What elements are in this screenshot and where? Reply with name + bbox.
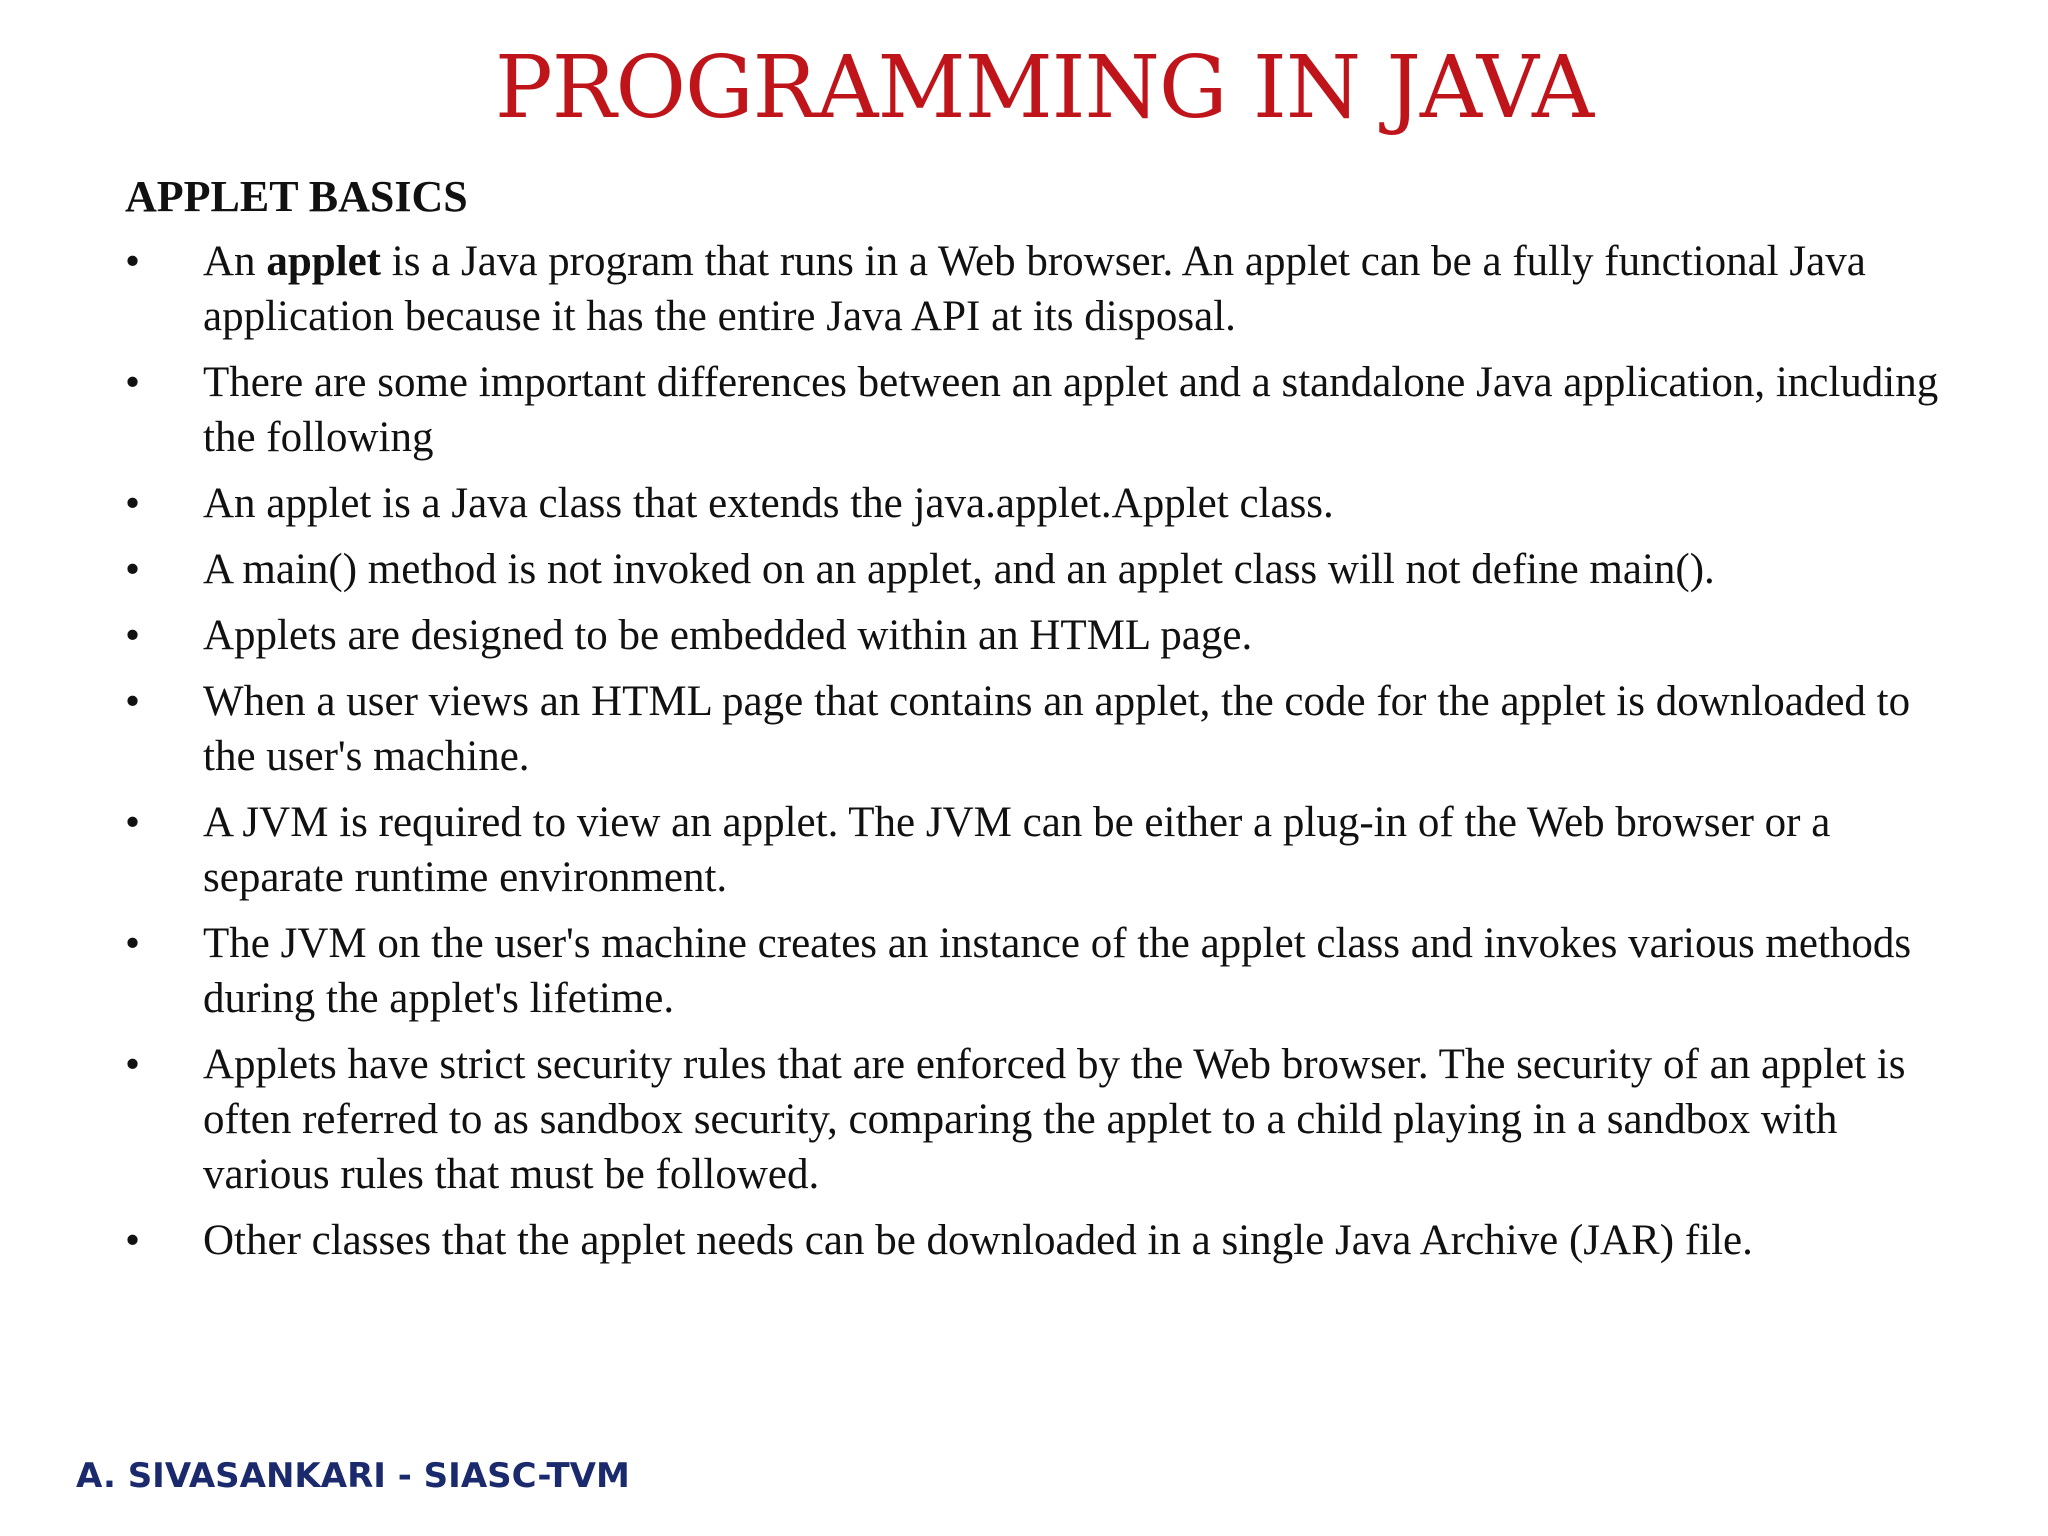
bullet-text-part: There are some important differences between an applet and a standalone Java application, including the following xyxy=(203,359,1939,461)
bullet-text-part: is a Java program that runs in a Web browser. An applet can be a fully functional Java application because it has the entire Java API at its disposal. xyxy=(203,238,1866,340)
bullet-text xyxy=(203,476,1945,531)
bullet-text-part: A JVM is required to view an applet. The JVM can be either a plug-in of the Web browser or a separate runtime environment. xyxy=(203,799,1831,901)
footer-author: A. SIVASANKARI - SIASC-TVM xyxy=(76,1456,630,1496)
bullet-icon: • xyxy=(125,238,141,285)
bullet-text xyxy=(203,916,1945,1026)
bullet-text-part: Other classes that the applet needs can be downloaded in a single Java Archive (JAR) file. xyxy=(203,1217,1753,1264)
list-item xyxy=(125,476,1945,531)
bullet-icon: • xyxy=(125,480,141,527)
bullet-icon: • xyxy=(125,1041,141,1088)
bullet-text-part: A main() method is not invoked on an applet, and an applet class will not define main(). xyxy=(203,546,1715,593)
bullet-list xyxy=(125,234,1945,1279)
section-heading: APPLET BASICS xyxy=(125,172,468,221)
bullet-icon: • xyxy=(125,612,141,659)
bullet-icon: • xyxy=(125,359,141,406)
list-item xyxy=(125,542,1945,597)
bullet-text-part: When a user views an HTML page that contains an applet, the code for the applet is downloaded to the user's machine. xyxy=(203,678,1911,780)
bullet-icon: • xyxy=(125,678,141,725)
list-item xyxy=(125,916,1945,1026)
bullet-icon: • xyxy=(125,799,141,846)
bullet-text-part: Applets have strict security rules that are enforced by the Web browser. The security of an applet is often referred to as sandbox security, comparing the applet to a child playing in a sandbox with various rules that must be followed. xyxy=(203,1041,1906,1198)
bullet-text-part: Applets are designed to be embedded within an HTML page. xyxy=(203,612,1253,659)
bullet-text xyxy=(203,1037,1945,1202)
bullet-icon: • xyxy=(125,546,141,593)
bullet-text-part: The JVM on the user's machine creates an instance of the applet class and invokes various methods during the applet's lifetime. xyxy=(203,920,1912,1022)
bullet-icon: • xyxy=(125,920,141,967)
bullet-text xyxy=(203,234,1945,344)
bullet-text xyxy=(203,542,1945,597)
list-item xyxy=(125,234,1945,344)
bullet-text xyxy=(203,795,1945,905)
bullet-text xyxy=(203,608,1945,663)
list-item xyxy=(125,608,1945,663)
list-item xyxy=(125,674,1945,784)
bullet-text-part: An xyxy=(203,238,267,285)
bullet-text-bold: applet xyxy=(266,238,381,285)
bullet-text xyxy=(203,1213,1945,1268)
list-item xyxy=(125,1213,1945,1268)
bullet-text xyxy=(203,355,1945,465)
bullet-text xyxy=(203,674,1945,784)
bullet-icon: • xyxy=(125,1217,141,1264)
bullet-text-part: An applet is a Java class that extends the java.applet.Applet class. xyxy=(203,480,1334,527)
list-item xyxy=(125,795,1945,905)
list-item xyxy=(125,1037,1945,1202)
list-item xyxy=(125,355,1945,465)
slide-title: PROGRAMMING IN JAVA xyxy=(494,38,1594,138)
